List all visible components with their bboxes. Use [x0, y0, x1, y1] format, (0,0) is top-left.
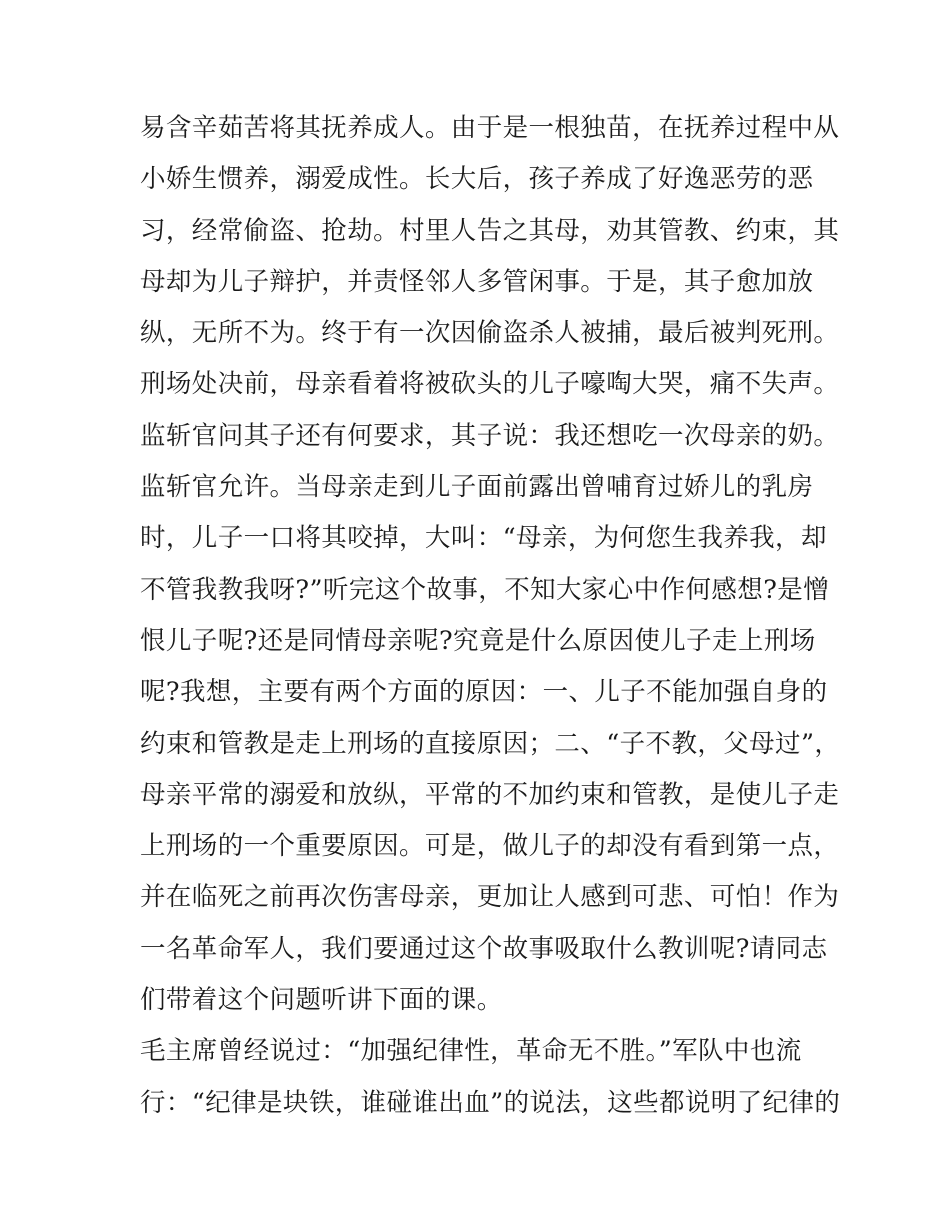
text-line: 监斩官允许。当母亲走到儿子面前露出曾哺育过娇儿的乳房	[140, 472, 814, 503]
text-line: 监斩官问其子还有何要求，其子说：我还想吃一次母亲的奶。	[140, 420, 840, 451]
text-line: 母却为儿子辩护，并责怪邻人多管闲事。于是，其子愈加放	[140, 266, 814, 297]
text-line: 不管我教我呀?”听完这个故事，不知大家心中作何感想?是憎	[140, 574, 830, 605]
text-line: 小娇生惯养，溺爱成性。长大后，孩子养成了好逸恶劳的恶	[140, 164, 814, 195]
text-line: 时，儿子一口将其咬掉，大叫：“母亲，为何您生我养我，却	[140, 523, 827, 554]
text-line: 恨儿子呢?还是同情母亲呢?究竟是什么原因使儿子走上刑场	[140, 625, 816, 656]
text-line: 习，经常偷盗、抢劫。村里人告之其母，劝其管教、约束，其	[140, 215, 840, 246]
text-line: 行：“纪律是块铁，谁碰谁出血”的说法，这些都说明了纪律的	[140, 1087, 841, 1118]
text-line: 纵，无所不为。终于有一次因偷盗杀人被捕，最后被判死刑。	[140, 318, 840, 349]
text-line: 易含辛茹苦将其抚养成人。由于是一根独苗，在抚养过程中从	[140, 113, 840, 143]
paragraph-2	[140, 1026, 841, 1129]
text-line: 们带着这个问题听讲下面的课。	[140, 985, 503, 1016]
text-line: 上刑场的一个重要原因。可是，做儿子的却没有看到第一点，	[140, 831, 840, 862]
paragraph-1	[140, 103, 841, 1026]
text-line: 呢?我想，主要有两个方面的原因：一、儿子不能加强自身的	[140, 677, 828, 708]
text-line: 一名革命军人，我们要通过这个故事吸取什么教训呢?请同志	[140, 933, 828, 964]
text-line: 刑场处决前，母亲看着将被砍头的儿子嚎啕大哭，痛不失声。	[140, 369, 840, 400]
text-line: 毛主席曾经说过：“加强纪律性，革命无不胜。”军队中也流	[140, 1036, 802, 1067]
body-text	[140, 103, 841, 1129]
text-line: 并在临死之前再次伤害母亲，更加让人感到可悲、可怕！作为	[140, 882, 840, 913]
text-line: 母亲平常的溺爱和放纵，平常的不加约束和管教，是使儿子走	[140, 779, 840, 810]
text-line: 约束和管教是走上刑场的直接原因；二、“子不教，父母过”，	[140, 728, 841, 759]
